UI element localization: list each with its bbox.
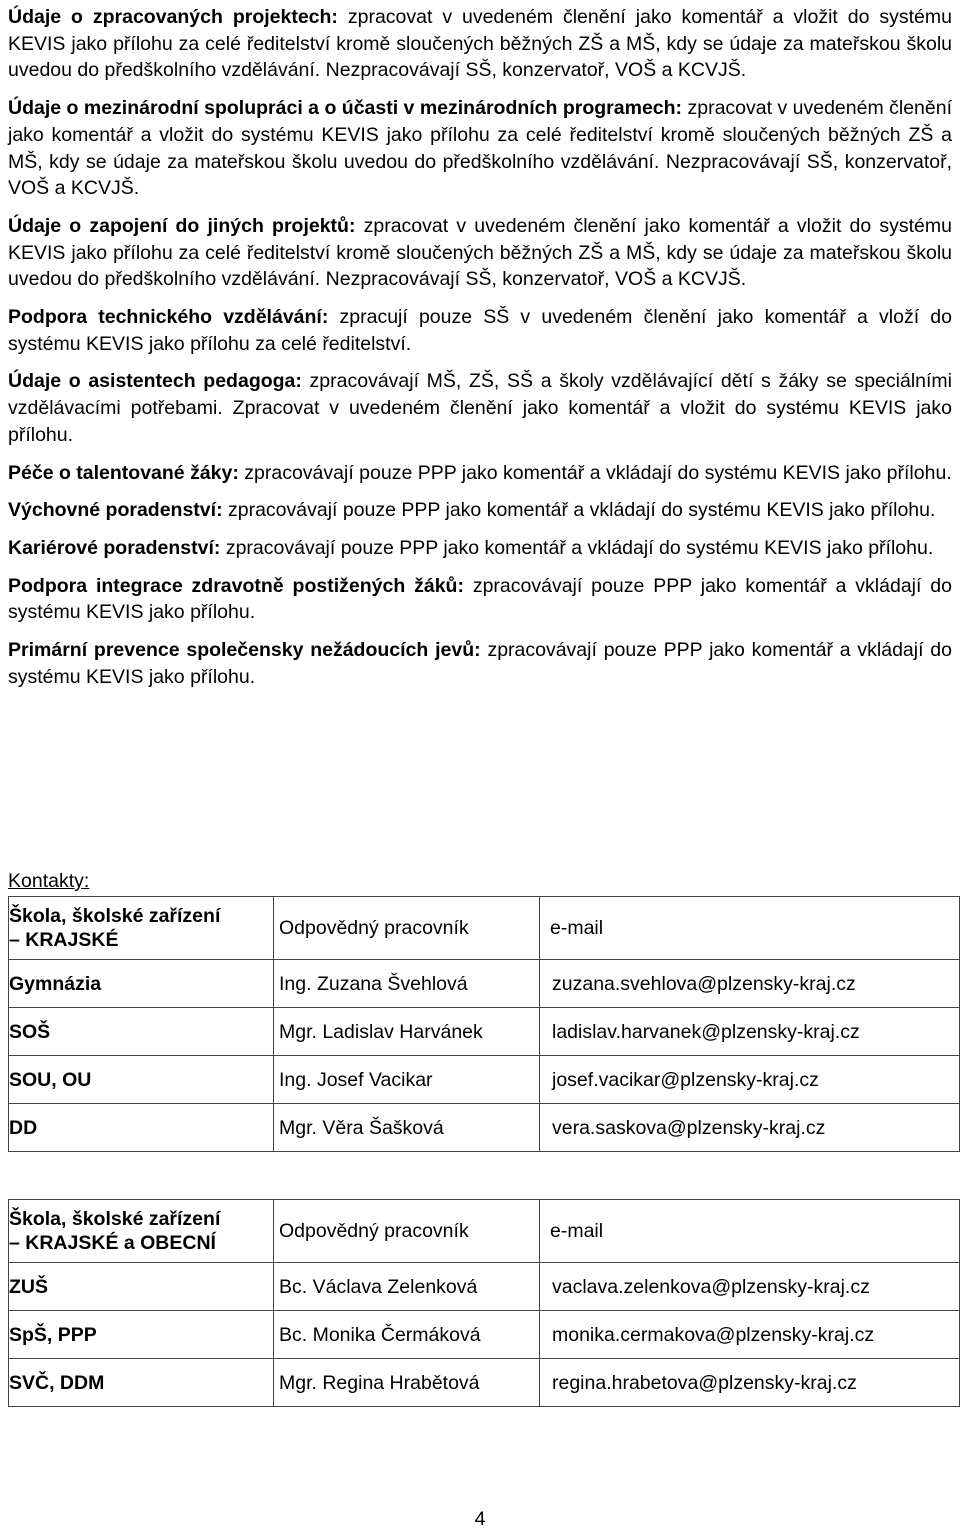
school-type-cell: SOU, OU (9, 1056, 274, 1104)
contacts-label: Kontakty: (8, 870, 90, 892)
email-link[interactable]: zuzana.svehlova@plzensky-kraj.cz (540, 960, 960, 1008)
paragraph-heading: Údaje o zpracovaných projektech: (8, 6, 338, 28)
table-row (9, 1104, 960, 1152)
page-number: 4 (474, 1508, 486, 1530)
header-school-type (9, 897, 274, 960)
table-header-row (9, 1200, 960, 1263)
paragraph-heading: Podpora technického vzdělávání: (8, 306, 329, 329)
email-link[interactable]: vera.saskova@plzensky-kraj.cz (540, 1104, 960, 1152)
paragraph-text: zpracovávají pouze PPP jako komentář a vkládají do systému KEVIS jako přílohu. (220, 536, 934, 559)
email-link[interactable]: ladislav.harvanek@plzensky-kraj.cz (540, 1008, 960, 1056)
paragraph-text: zpracovávají pouze PPP jako komentář a vkládají do systému KEVIS jako přílohu. (238, 461, 952, 484)
header-school-type-line2: – KRAJSKÉ (9, 929, 119, 951)
table-row (9, 1359, 960, 1407)
paragraph-heading: Primární prevence společensky nežádoucích jevů: (8, 639, 481, 662)
paragraph-talented (8, 460, 952, 487)
paragraph-text: zpracují pouze SŠ v uvedeném členění jako komentář a vloží do systému KEVIS jako přílohu za celé ředitelství. (8, 306, 952, 355)
header-school-type-line1: Škola, školské zařízení (9, 905, 221, 927)
header-responsible-person: Odpovědný pracovník (274, 897, 540, 960)
paragraph-text: zpracovávají pouze PPP jako komentář a vkládají do systému KEVIS jako přílohu. (222, 499, 936, 522)
person-cell: Mgr. Věra Šašková (274, 1104, 540, 1152)
paragraph-other-projects (8, 213, 952, 293)
paragraph-text: zpracovat v uvedeném členění jako komentář a vložit do systému KEVIS jako přílohu za celé ředitelství kromě sloučených běžných ZŠ a MŠ, kdy se údaje za mateřskou školu uvedou do předškolního vzdělávání. Nezpracovávají SŠ, konzervatoř, VOŠ a KCVJŠ. (8, 97, 953, 200)
school-type-cell: SOŠ (9, 1008, 274, 1056)
header-school-type (9, 1200, 274, 1263)
header-school-type-line2: – KRAJSKÉ a OBECNÍ (9, 1232, 216, 1254)
email-link[interactable]: monika.cermakova@plzensky-kraj.cz (540, 1311, 960, 1359)
table-row (9, 1056, 960, 1104)
school-type-cell: SVČ, DDM (9, 1359, 274, 1407)
person-cell: Ing. Zuzana Švehlová (274, 960, 540, 1008)
paragraph-heading: Výchovné poradenství: (8, 499, 223, 522)
table-row (9, 1008, 960, 1056)
paragraph-heading: Péče o talentované žáky: (8, 461, 239, 484)
school-type-cell: ZUŠ (9, 1263, 274, 1311)
paragraph-prevention (8, 637, 952, 690)
paragraph-heading: Podpora integrace zdravotně postižených žáků: (8, 574, 464, 597)
header-email: e-mail (540, 897, 960, 960)
paragraph-heading: Údaje o zapojení do jiných projektů: (8, 214, 356, 237)
person-cell: Ing. Josef Vacikar (274, 1056, 540, 1104)
paragraph-text: zpracovat v uvedeném členění jako komentář a vložit do systému KEVIS jako přílohu za celé ředitelství kromě sloučených běžných ZŠ a MŠ, kdy se údaje za mateřskou školu uvedou do předškolního vzdělávání. Nezpracovávají SŠ, konzervatoř, VOŠ a KCVJŠ. (8, 214, 952, 291)
header-responsible-person: Odpovědný pracovník (274, 1200, 540, 1263)
table-header-row (9, 897, 960, 960)
paragraph-career-counselling (8, 535, 952, 562)
paragraph-assistants (8, 368, 952, 448)
paragraph-heading: Údaje o asistentech pedagoga: (8, 370, 302, 393)
paragraph-text: zpracovávají pouze PPP jako komentář a vkládají do systému KEVIS jako přílohu. (8, 639, 952, 688)
person-cell: Mgr. Ladislav Harvánek (274, 1008, 540, 1056)
paragraph-text: zpracovávají MŠ, ZŠ, SŠ a školy vzdělávající dětí s žáky se speciálními vzdělávacími potřebami. Zpracovat v uvedeném členění jako komentář a vložit do systému KEVIS jako přílohu. (8, 370, 952, 446)
paragraph-projects (8, 4, 952, 84)
paragraph-technical (8, 304, 952, 357)
contacts-table-regional (8, 896, 960, 1152)
email-link[interactable]: vaclava.zelenkova@plzensky-kraj.cz (540, 1263, 960, 1311)
school-type-cell: Gymnázia (9, 960, 274, 1008)
email-link[interactable]: regina.hrabetova@plzensky-kraj.cz (540, 1359, 960, 1407)
contacts-table-regional-municipal (8, 1199, 960, 1407)
person-cell: Bc. Monika Čermáková (274, 1311, 540, 1359)
paragraph-integration (8, 573, 952, 626)
paragraph-heading: Údaje o mezinárodní spolupráci a o účasti v mezinárodních programech: (8, 97, 683, 120)
school-type-cell: DD (9, 1104, 274, 1152)
paragraph-international (8, 95, 952, 202)
table-row (9, 1311, 960, 1359)
school-type-cell: SpŠ, PPP (9, 1311, 274, 1359)
header-email: e-mail (540, 1200, 960, 1263)
paragraph-educational-counselling (8, 497, 952, 524)
paragraph-text: zpracovat v uvedeném členění jako komentář a vložit do systému KEVIS jako přílohu za celé ředitelství kromě sloučených běžných ZŠ a MŠ, kdy se údaje za mateřskou školu uvedou do předškolního vzdělávání. Nezpracovávají SŠ, konzervatoř, VOŠ a KCVJŠ. (8, 6, 952, 82)
paragraph-text: zpracovávají pouze PPP jako komentář a vkládají do systému KEVIS jako přílohu. (8, 574, 952, 624)
paragraph-heading: Kariérové poradenství: (8, 536, 221, 559)
email-link[interactable]: josef.vacikar@plzensky-kraj.cz (540, 1056, 960, 1104)
table-row (9, 1263, 960, 1311)
document-body (8, 4, 952, 701)
person-cell: Bc. Václava Zelenková (274, 1263, 540, 1311)
table-row (9, 960, 960, 1008)
person-cell: Mgr. Regina Hrabětová (274, 1359, 540, 1407)
header-school-type-line1: Škola, školské zařízení (9, 1208, 221, 1230)
